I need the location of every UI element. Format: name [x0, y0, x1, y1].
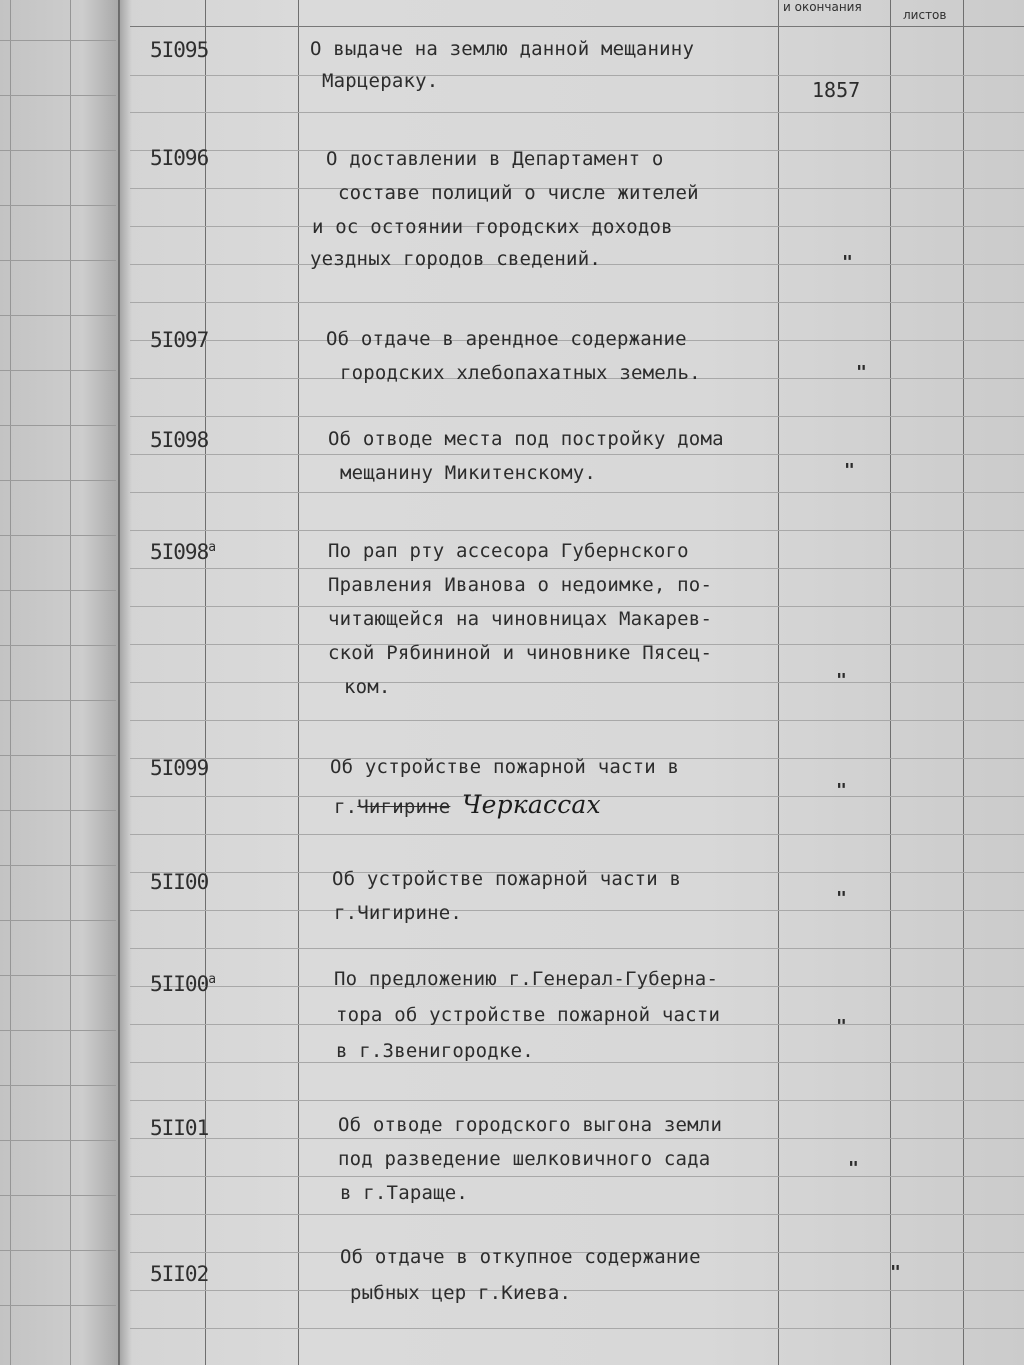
entry-title-line: составе полиций о числе жителей — [338, 182, 699, 204]
entry-number — [150, 540, 215, 564]
entry-title-line: По предложению г.Генерал-Губерна- — [334, 968, 719, 990]
ruled-line — [130, 1290, 1024, 1291]
left-page-rule — [0, 920, 116, 921]
handwritten-correction: Черкассах — [462, 790, 601, 819]
header-rule — [130, 26, 1024, 27]
left-page-rule — [0, 480, 116, 481]
entry-title-line: мещанину Микитенскому. — [340, 462, 597, 484]
entry-title-line: рыбных цер г.Киева. — [350, 1282, 572, 1304]
entry-number — [150, 972, 215, 996]
entry-title-line: О доставлении в Департамент о — [326, 148, 664, 170]
left-page-rule — [0, 40, 116, 41]
left-page-rule — [0, 975, 116, 976]
entry-title-line: в г.Тараще. — [340, 1182, 469, 1204]
entry-number: 5I098 — [150, 428, 209, 452]
header-dates-label: и окончания — [783, 0, 862, 14]
entry-number-suffix: а — [208, 540, 216, 555]
entry-number-value: 5I098 — [150, 540, 209, 564]
ruled-line — [130, 454, 1024, 455]
left-page-rule — [0, 425, 116, 426]
ruled-line — [130, 606, 1024, 607]
ditto-mark: " — [842, 252, 853, 273]
ditto-mark: " — [836, 670, 847, 691]
entry-title-line: Марцераку. — [322, 70, 439, 92]
left-page-rule — [0, 95, 116, 96]
ruled-line — [130, 492, 1024, 493]
ruled-line — [130, 1062, 1024, 1063]
ruled-line — [130, 720, 1024, 721]
entry-title-line: Об отдаче в арендное содержание — [326, 328, 687, 350]
left-page-rule — [0, 700, 116, 701]
entry-title-line: ком. — [344, 676, 391, 698]
entry-title-line: По рап рту ассесора Губернского — [328, 540, 689, 562]
entry-title-line: Об устройстве пожарной части в — [330, 756, 680, 778]
entry-title-line: в г.Звенигородке. — [336, 1040, 534, 1062]
entry-title-line: Об отдаче в откупное содержание — [340, 1246, 701, 1268]
entry-number-suffix: а — [208, 972, 216, 987]
left-page-rule — [0, 315, 116, 316]
struck-town-name: Чигирине — [357, 796, 451, 818]
entry-title-line: и ос остоянии городских доходов — [312, 216, 673, 238]
left-page-rule — [0, 370, 116, 371]
entry-title-line: под разведение шелковичного сада — [338, 1148, 711, 1170]
left-page-rule — [0, 205, 116, 206]
ditto-mark: " — [836, 888, 847, 909]
ruled-line — [130, 1328, 1024, 1329]
entry-title-line: Об отводе городского выгона земли — [338, 1114, 723, 1136]
entry-number: 5II00 — [150, 870, 209, 894]
entry-title-line: О выдаче на землю данной мещанину — [310, 38, 695, 60]
entry-title-line: Об устройстве пожарной части в — [332, 868, 682, 890]
ruled-line — [130, 1176, 1024, 1177]
ruled-line — [130, 1214, 1024, 1215]
ditto-mark: " — [856, 362, 867, 383]
left-page-rule — [0, 645, 116, 646]
ruled-line — [130, 910, 1024, 911]
entry-title-line: тора об устройстве пожарной части — [336, 1004, 721, 1026]
left-page-rule — [0, 1030, 116, 1031]
entry-number: 5II01 — [150, 1116, 209, 1140]
ruled-line — [130, 530, 1024, 531]
ditto-mark: " — [836, 1016, 847, 1037]
header-sheets-label: листов — [903, 8, 947, 22]
ruled-line — [130, 75, 1024, 76]
ditto-mark: " — [848, 1158, 859, 1179]
ruled-line — [130, 112, 1024, 113]
left-page-rule — [0, 590, 116, 591]
entry-title-line: читающейся на чиновницах Макарев- — [328, 608, 713, 630]
entry-number: 5I097 — [150, 328, 209, 352]
entry-title-line: уездных городов сведений. — [310, 248, 601, 270]
ditto-mark: " — [844, 460, 855, 481]
entry-title-line: Правления Иванова о недоимке, по- — [328, 574, 713, 596]
entry-number: 5II02 — [150, 1262, 209, 1286]
entry-number: 5I099 — [150, 756, 209, 780]
ditto-mark: " — [836, 780, 847, 801]
left-page-rule — [0, 535, 116, 536]
left-page-rule — [0, 1305, 116, 1306]
ruled-line — [130, 568, 1024, 569]
entry-number: 5I096 — [150, 146, 209, 170]
entry-number: 5I095 — [150, 38, 209, 62]
ruled-line — [130, 416, 1024, 417]
ruled-line — [130, 682, 1024, 683]
ruled-line — [130, 1138, 1024, 1139]
entry-number-value: 5II00 — [150, 972, 209, 996]
ruled-line — [130, 1100, 1024, 1101]
left-facing-page — [0, 0, 120, 1365]
entry-title-line: г.Чигирине. — [334, 902, 463, 924]
entry-title-line: городских хлебопахатных земель. — [340, 362, 701, 384]
left-page-rule — [0, 260, 116, 261]
left-page-rule — [0, 865, 116, 866]
entry-title-line: Об отводе места под постройку дома — [328, 428, 724, 450]
left-page-rule — [0, 1085, 116, 1086]
ditto-mark: " — [890, 1262, 901, 1283]
ruled-line — [130, 302, 1024, 303]
entry-year: 1857 — [812, 78, 861, 102]
left-page-rule — [0, 1195, 116, 1196]
ruled-line — [130, 948, 1024, 949]
entry-title-line-corrected — [334, 790, 601, 819]
left-page-rule — [0, 755, 116, 756]
entry-title-line: ской Рябининой и чиновнике Пясец- — [328, 642, 713, 664]
left-page-rule — [0, 1140, 116, 1141]
town-prefix: г. — [334, 796, 358, 818]
ruled-line — [130, 834, 1024, 835]
left-page-rule — [0, 810, 116, 811]
left-page-rule — [0, 1250, 116, 1251]
left-page-rule — [0, 150, 116, 151]
